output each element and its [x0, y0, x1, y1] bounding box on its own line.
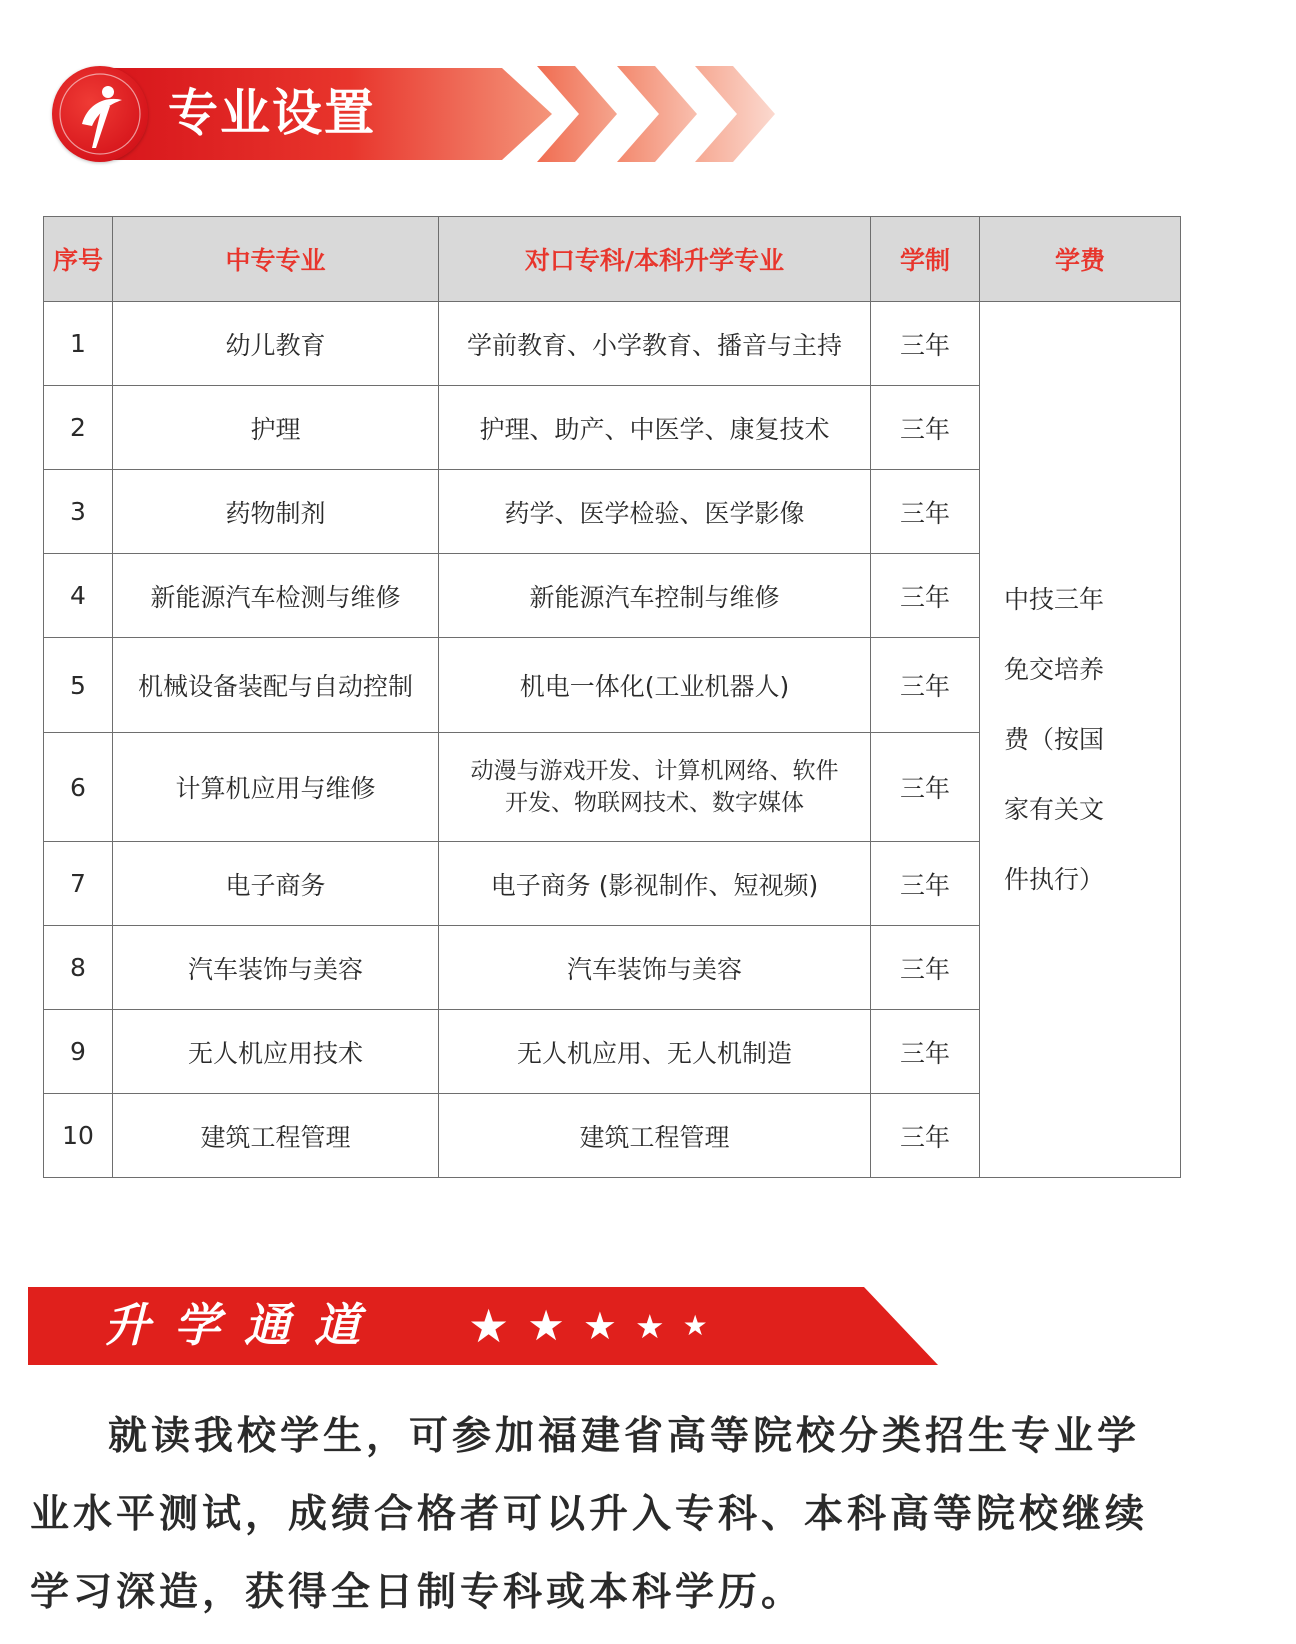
cell-fee — [980, 302, 1181, 1178]
cell-seq: 8 — [44, 926, 113, 1010]
pathway-paragraph: 就读我校学生，可参加福建省高等院校分类招生专业学业水平测试，成绩合格者可以升入专科、本科高等院校继续学习深造，获得全日制专科或本科学历。 — [30, 1414, 1149, 1615]
cell-seq: 1 — [44, 302, 113, 386]
table-header-row — [44, 217, 1181, 302]
cell-advance: 护理、助产、中医学、康复技术 — [439, 386, 871, 470]
cell-duration: 三年 — [871, 926, 980, 1010]
cell-advance: 无人机应用、无人机制造 — [439, 1010, 871, 1094]
cell-duration: 三年 — [871, 1094, 980, 1178]
fee-line: 免交培养 — [1004, 654, 1105, 684]
cell-advance: 汽车装饰与美容 — [439, 926, 871, 1010]
section-title-pathway: 升学通道 — [104, 1298, 384, 1352]
star-rating — [468, 1301, 726, 1351]
section-title-majors: 专业设置 — [168, 83, 376, 142]
star-icon: ★ — [468, 1299, 510, 1353]
star-icon: ★ — [527, 1301, 565, 1350]
cell-seq: 5 — [44, 638, 113, 733]
cell-seq: 3 — [44, 470, 113, 554]
cell-major: 幼儿教育 — [113, 302, 439, 386]
header-advance: 对口专科/本科升学专业 — [439, 217, 871, 302]
star-icon: ★ — [634, 1306, 665, 1346]
cell-duration: 三年 — [871, 470, 980, 554]
chevron-arrows — [507, 66, 787, 162]
chevron-2 — [617, 66, 697, 162]
fee-line: 件执行） — [1004, 864, 1105, 894]
cell-major: 汽车装饰与美容 — [113, 926, 439, 1010]
cell-duration: 三年 — [871, 842, 980, 926]
cell-advance: 建筑工程管理 — [439, 1094, 871, 1178]
star-icon: ★ — [682, 1309, 708, 1342]
cell-major: 护理 — [113, 386, 439, 470]
cell-major: 新能源汽车检测与维修 — [113, 554, 439, 638]
cell-advance-line: 动漫与游戏开发、计算机网络、软件 — [470, 758, 839, 784]
fee-line: 中技三年 — [1004, 584, 1105, 614]
pathway-description — [30, 1398, 1170, 1632]
chevron-1 — [537, 66, 617, 162]
star-icon: ★ — [582, 1304, 617, 1348]
chevron-3 — [695, 66, 775, 162]
cell-seq: 2 — [44, 386, 113, 470]
majors-table-container — [43, 216, 1180, 1178]
cell-duration: 三年 — [871, 386, 980, 470]
header-major: 中专专业 — [113, 217, 439, 302]
fee-line: 费（按国 — [1004, 724, 1105, 754]
cell-advance-line: 开发、物联网技术、数字媒体 — [505, 790, 804, 816]
cell-seq: 10 — [44, 1094, 113, 1178]
header-fee: 学费 — [980, 217, 1181, 302]
fee-line: 家有关文 — [1004, 794, 1105, 824]
header-duration: 学制 — [871, 217, 980, 302]
section-header-pathway — [28, 1287, 938, 1365]
cell-major: 建筑工程管理 — [113, 1094, 439, 1178]
majors-table — [43, 216, 1181, 1178]
cell-major: 机械设备装配与自动控制 — [113, 638, 439, 733]
cell-duration: 三年 — [871, 302, 980, 386]
cell-seq: 7 — [44, 842, 113, 926]
cell-major: 电子商务 — [113, 842, 439, 926]
cell-seq: 6 — [44, 733, 113, 842]
cell-duration: 三年 — [871, 733, 980, 842]
cell-seq: 9 — [44, 1010, 113, 1094]
cell-major: 药物制剂 — [113, 470, 439, 554]
cell-advance: 学前教育、小学教育、播音与主持 — [439, 302, 871, 386]
cell-advance: 电子商务 (影视制作、短视频) — [439, 842, 871, 926]
cell-advance — [439, 733, 871, 842]
cell-duration: 三年 — [871, 1010, 980, 1094]
cell-duration: 三年 — [871, 554, 980, 638]
cell-advance: 机电一体化(工业机器人) — [439, 638, 871, 733]
header-seq: 序号 — [44, 217, 113, 302]
section-header-majors — [52, 66, 752, 162]
table-row — [44, 302, 1181, 386]
cell-duration: 三年 — [871, 638, 980, 733]
cell-major: 无人机应用技术 — [113, 1010, 439, 1094]
school-logo — [52, 66, 148, 162]
cell-major: 计算机应用与维修 — [113, 733, 439, 842]
cell-advance: 新能源汽车控制与维修 — [439, 554, 871, 638]
cell-seq: 4 — [44, 554, 113, 638]
cell-advance: 药学、医学检验、医学影像 — [439, 470, 871, 554]
